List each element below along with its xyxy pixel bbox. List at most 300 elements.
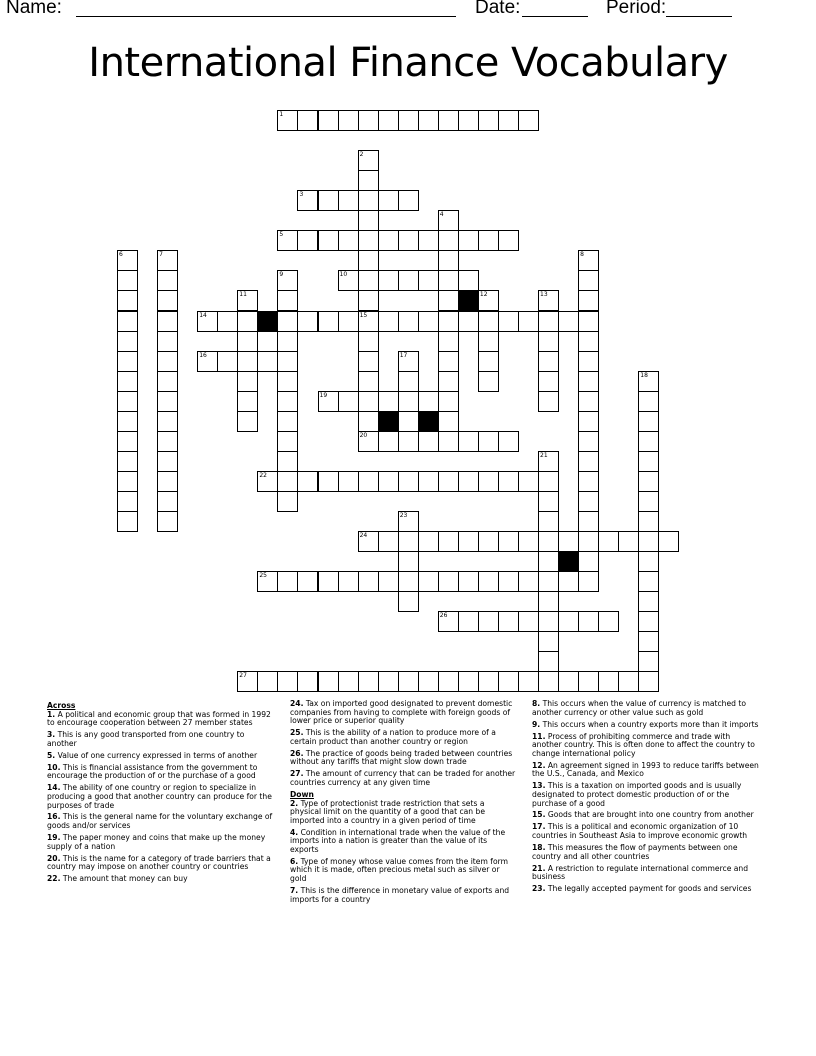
crossword-cell[interactable]	[277, 491, 298, 512]
crossword-cell[interactable]	[117, 471, 138, 492]
crossword-cell[interactable]	[297, 571, 318, 592]
crossword-cell[interactable]	[438, 230, 459, 251]
crossword-cell[interactable]	[157, 451, 178, 472]
crossword-cell[interactable]	[398, 531, 419, 552]
crossword-cell[interactable]	[277, 671, 298, 692]
crossword-cell[interactable]	[378, 270, 399, 291]
crossword-cell[interactable]	[318, 190, 339, 211]
crossword-cell[interactable]	[157, 371, 178, 392]
crossword-cell[interactable]	[297, 190, 318, 211]
crossword-cell[interactable]	[338, 471, 359, 492]
crossword-cell[interactable]	[438, 431, 459, 452]
clue-item	[532, 844, 762, 861]
crossword-cell[interactable]	[398, 391, 419, 412]
crossword-cell[interactable]	[578, 371, 599, 392]
crossword-cell[interactable]	[378, 531, 399, 552]
crossword-cell[interactable]	[518, 311, 539, 332]
crossword-cell[interactable]	[358, 431, 379, 452]
crossword-cell[interactable]	[478, 110, 499, 131]
crossword-cell[interactable]	[418, 471, 439, 492]
crossword-cell[interactable]	[458, 471, 479, 492]
crossword-cell[interactable]	[478, 331, 499, 352]
crossword-cell[interactable]	[358, 571, 379, 592]
crossword-cell[interactable]	[277, 331, 298, 352]
crossword-cell[interactable]	[378, 110, 399, 131]
crossword-cell[interactable]	[458, 671, 479, 692]
crossword-cell[interactable]	[478, 571, 499, 592]
clue-item-number: 12.	[532, 760, 546, 770]
crossword-cell[interactable]	[458, 431, 479, 452]
crossword-cell[interactable]	[578, 250, 599, 271]
crossword-cell[interactable]	[538, 331, 559, 352]
crossword-cell[interactable]	[438, 210, 459, 231]
crossword-cell[interactable]	[157, 311, 178, 332]
crossword-cell[interactable]	[358, 391, 379, 412]
crossword-cell[interactable]	[518, 471, 539, 492]
clue-item	[290, 800, 518, 826]
crossword-cell[interactable]	[418, 671, 439, 692]
crossword-cell[interactable]	[558, 571, 579, 592]
crossword-cell[interactable]	[538, 471, 559, 492]
crossword-cell[interactable]	[157, 491, 178, 512]
crossword-cell[interactable]	[398, 371, 419, 392]
clue-item-number: 26.	[290, 748, 304, 758]
crossword-cell[interactable]	[538, 611, 559, 632]
crossword-cell[interactable]	[358, 311, 379, 332]
crossword-cell[interactable]	[157, 471, 178, 492]
crossword-cell[interactable]	[578, 351, 599, 372]
crossword-cell[interactable]	[438, 531, 459, 552]
crossword-cell[interactable]	[277, 471, 298, 492]
crossword-cell[interactable]	[358, 471, 379, 492]
crossword-cell[interactable]	[538, 631, 559, 652]
crossword-cell[interactable]	[157, 411, 178, 432]
crossword-cell[interactable]	[398, 671, 419, 692]
crossword-cell[interactable]	[257, 471, 278, 492]
crossword-cell[interactable]	[297, 311, 318, 332]
crossword-cell[interactable]	[358, 190, 379, 211]
crossword-cell[interactable]	[277, 110, 298, 131]
crossword-cell[interactable]	[358, 411, 379, 432]
crossword-cell[interactable]	[498, 471, 519, 492]
crossword-cell[interactable]	[518, 531, 539, 552]
clue-item-text: Tax on imported good designated to prevent domestic companies from having to complete with foreign goods of lower price or superior quality	[290, 699, 513, 726]
crossword-cell[interactable]	[338, 230, 359, 251]
crossword-cell[interactable]	[398, 270, 419, 291]
crossword-cell[interactable]	[578, 431, 599, 452]
crossword-cell[interactable]	[237, 331, 258, 352]
crossword-cell[interactable]	[378, 671, 399, 692]
crossword-cell[interactable]	[237, 411, 258, 432]
crossword-cell[interactable]	[117, 351, 138, 372]
crossword-cell[interactable]	[558, 611, 579, 632]
crossword-cell[interactable]	[578, 311, 599, 332]
crossword-cell[interactable]	[638, 511, 659, 532]
crossword-cell[interactable]	[498, 571, 519, 592]
crossword-cell[interactable]	[398, 471, 419, 492]
crossword-cell[interactable]	[638, 491, 659, 512]
crossword-cell[interactable]	[117, 491, 138, 512]
crossword-cell[interactable]	[418, 391, 439, 412]
crossword-cell[interactable]	[358, 110, 379, 131]
clue-number: 19	[319, 391, 328, 399]
clue-item-number: 8.	[532, 699, 541, 708]
crossword-cell[interactable]	[438, 391, 459, 412]
crossword-cell[interactable]	[498, 110, 519, 131]
crossword-cell[interactable]	[418, 431, 439, 452]
crossword-cell[interactable]	[438, 371, 459, 392]
crossword-cell[interactable]	[618, 671, 639, 692]
crossword-cell[interactable]	[237, 351, 258, 372]
crossword-cell[interactable]	[277, 571, 298, 592]
crossword-cell[interactable]	[578, 270, 599, 291]
crossword-cell[interactable]	[498, 431, 519, 452]
crossword-cell[interactable]	[358, 371, 379, 392]
crossword-cell[interactable]	[338, 571, 359, 592]
crossword-cell[interactable]	[638, 451, 659, 472]
crossword-cell[interactable]	[398, 571, 419, 592]
crossword-cell[interactable]	[318, 110, 339, 131]
crossword-cell[interactable]	[398, 311, 419, 332]
crossword-cell[interactable]	[478, 471, 499, 492]
crossword-cell[interactable]	[318, 391, 339, 412]
crossword-cell[interactable]	[458, 311, 479, 332]
crossword-cell[interactable]	[237, 290, 258, 311]
clue-item-number: 19.	[47, 833, 61, 843]
crossword-cell[interactable]	[197, 351, 218, 372]
crossword-cell[interactable]	[297, 110, 318, 131]
clue-item-number: 18.	[532, 843, 546, 853]
crossword-cell[interactable]	[498, 611, 519, 632]
crossword-cell[interactable]	[458, 230, 479, 251]
clue-item	[290, 770, 518, 787]
crossword-cell[interactable]	[438, 671, 459, 692]
crossword-cell[interactable]	[157, 331, 178, 352]
crossword-cell[interactable]	[438, 611, 459, 632]
crossword-cell[interactable]	[257, 351, 278, 372]
crossword-cell[interactable]	[638, 651, 659, 672]
crossword-cell[interactable]	[638, 531, 659, 552]
crossword-cell[interactable]	[378, 230, 399, 251]
crossword-cell[interactable]	[277, 230, 298, 251]
clue-item	[290, 887, 518, 904]
crossword-cell[interactable]	[318, 571, 339, 592]
crossword-cell[interactable]	[157, 511, 178, 532]
crossword-cell[interactable]	[578, 611, 599, 632]
crossword-cell[interactable]	[237, 391, 258, 412]
crossword-cell[interactable]	[398, 551, 419, 572]
crossword-cell[interactable]	[438, 411, 459, 432]
crossword-cell[interactable]	[257, 671, 278, 692]
crossword-cell[interactable]	[197, 311, 218, 332]
crossword-cell[interactable]	[117, 511, 138, 532]
crossword-cell[interactable]	[277, 270, 298, 291]
crossword-cell[interactable]	[498, 230, 519, 251]
crossword-cell[interactable]	[338, 671, 359, 692]
crossword-cell[interactable]	[378, 571, 399, 592]
crossword-cell[interactable]	[257, 571, 278, 592]
crossword-cell[interactable]	[578, 290, 599, 311]
crossword-cell[interactable]	[378, 190, 399, 211]
clue-item	[47, 855, 275, 872]
crossword-cell[interactable]	[438, 270, 459, 291]
crossword-cell[interactable]	[398, 511, 419, 532]
clue-item-text: The practice of goods being traded between countries without any tariffs that might slow down trade	[290, 748, 513, 767]
crossword-cell[interactable]	[438, 290, 459, 311]
crossword-cell[interactable]	[398, 190, 419, 211]
crossword-cell[interactable]	[217, 351, 238, 372]
crossword-cell[interactable]	[358, 170, 379, 191]
crossword-cell[interactable]	[117, 451, 138, 472]
crossword-cell[interactable]	[318, 471, 339, 492]
crossword-cell[interactable]	[478, 290, 499, 311]
crossword-cell[interactable]	[277, 371, 298, 392]
date-field[interactable]	[522, 16, 588, 17]
crossword-cell[interactable]	[358, 230, 379, 251]
clue-item-text: This is the general name for the voluntary exchange of goods and/or services	[47, 812, 273, 831]
crossword-cell[interactable]	[638, 551, 659, 572]
crossword-cell[interactable]	[578, 451, 599, 472]
crossword-cell[interactable]	[277, 391, 298, 412]
crossword-cell[interactable]	[598, 531, 619, 552]
clue-number: 12	[479, 291, 488, 299]
clue-number: 5	[279, 231, 284, 239]
crossword-cell[interactable]	[578, 551, 599, 572]
crossword-cell[interactable]	[538, 531, 559, 552]
crossword-cell[interactable]	[318, 311, 339, 332]
crossword-cell[interactable]	[638, 471, 659, 492]
crossword-cell[interactable]	[398, 230, 419, 251]
crossword-cell[interactable]	[498, 311, 519, 332]
clue-item-number: 6.	[290, 856, 299, 866]
crossword-cell[interactable]	[538, 511, 559, 532]
crossword-cell[interactable]	[157, 391, 178, 412]
crossword-cell[interactable]	[418, 270, 439, 291]
crossword-cell[interactable]	[398, 411, 419, 432]
crossword-cell[interactable]	[518, 110, 539, 131]
crossword-cell[interactable]	[277, 411, 298, 432]
crossword-cell[interactable]	[538, 371, 559, 392]
crossword-cell[interactable]	[458, 110, 479, 131]
crossword-cell[interactable]	[478, 671, 499, 692]
crossword-cell[interactable]	[358, 290, 379, 311]
crossword-cell[interactable]	[498, 671, 519, 692]
crossword-cell[interactable]	[318, 230, 339, 251]
crossword-cell[interactable]	[117, 290, 138, 311]
clue-number: 7	[159, 251, 163, 259]
crossword-cell[interactable]	[418, 110, 439, 131]
crossword-cell[interactable]	[518, 671, 539, 692]
crossword-cell[interactable]	[578, 391, 599, 412]
crossword-cell[interactable]	[478, 531, 499, 552]
crossword-cell[interactable]	[338, 110, 359, 131]
crossword-cell[interactable]	[538, 391, 559, 412]
crossword-cell[interactable]	[638, 631, 659, 652]
clue-item-number: 14.	[47, 783, 61, 793]
crossword-cell[interactable]	[358, 531, 379, 552]
crossword-cell[interactable]	[237, 371, 258, 392]
crossword-cell[interactable]	[418, 230, 439, 251]
crossword-cell[interactable]	[578, 531, 599, 552]
crossword-cell[interactable]	[358, 671, 379, 692]
crossword-cell[interactable]	[478, 351, 499, 372]
crossword-cell[interactable]	[157, 431, 178, 452]
crossword-cell[interactable]	[237, 311, 258, 332]
crossword-cell[interactable]	[117, 371, 138, 392]
crossword-cell[interactable]	[277, 290, 298, 311]
crossword-cell[interactable]	[458, 531, 479, 552]
crossword-cell[interactable]	[578, 331, 599, 352]
crossword-cell[interactable]	[478, 230, 499, 251]
crossword-cell[interactable]	[458, 611, 479, 632]
crossword-cell[interactable]	[538, 351, 559, 372]
clue-item	[47, 764, 275, 781]
crossword-cell[interactable]	[558, 671, 579, 692]
crossword-cell[interactable]	[438, 471, 459, 492]
crossword-cell[interactable]	[358, 210, 379, 231]
crossword-cell[interactable]	[538, 311, 559, 332]
crossword-cell[interactable]	[438, 250, 459, 271]
crossword-cell[interactable]	[398, 431, 419, 452]
crossword-cell[interactable]	[658, 531, 679, 552]
crossword-cell[interactable]	[297, 671, 318, 692]
crossword-cell[interactable]	[538, 551, 559, 572]
crossword-cell[interactable]	[618, 531, 639, 552]
crossword-cell[interactable]	[117, 391, 138, 412]
crossword-cell[interactable]	[358, 250, 379, 271]
clue-item-number: 23.	[532, 884, 546, 894]
crossword-cell[interactable]	[318, 671, 339, 692]
crossword-cell[interactable]	[117, 431, 138, 452]
crossword-cell[interactable]	[338, 270, 359, 291]
clue-number: 8	[580, 251, 584, 259]
crossword-cell[interactable]	[117, 250, 138, 271]
crossword-cell[interactable]	[358, 331, 379, 352]
crossword-cell[interactable]	[217, 311, 238, 332]
crossword-cell[interactable]	[538, 491, 559, 512]
crossword-cell[interactable]	[458, 571, 479, 592]
crossword-cell[interactable]	[398, 110, 419, 131]
crossword-cell[interactable]	[378, 391, 399, 412]
crossword-cell[interactable]	[638, 671, 659, 692]
crossword-cell[interactable]	[578, 671, 599, 692]
name-field[interactable]	[76, 16, 456, 17]
clue-item-text: A political and economic group that was formed in 1992 to encourage cooperation between 27 member states	[47, 709, 271, 728]
clue-number: 26	[439, 612, 448, 620]
crossword-cell[interactable]	[578, 411, 599, 432]
crossword-cell[interactable]	[277, 311, 298, 332]
clue-item-text: Type of protectionist trade restriction that sets a physical limit on the quantity of a good that can be imported into a country in a given period of time	[290, 798, 486, 825]
clue-item	[532, 823, 762, 840]
crossword-cell[interactable]	[338, 190, 359, 211]
crossword-cell[interactable]	[418, 571, 439, 592]
period-field[interactable]	[666, 16, 732, 17]
crossword-cell[interactable]	[237, 671, 258, 692]
clue-item-text: The ability of one country or region to specialize in producing a good that another country can produce for the purposes of trade	[47, 783, 272, 810]
crossword-cell[interactable]	[358, 270, 379, 291]
crossword-black-cell	[378, 411, 399, 432]
crossword-cell[interactable]	[157, 290, 178, 311]
crossword-cell[interactable]	[478, 371, 499, 392]
crossword-cell[interactable]	[438, 351, 459, 372]
crossword-cell[interactable]	[538, 451, 559, 472]
crossword-cell[interactable]	[578, 511, 599, 532]
crossword-cell[interactable]	[157, 351, 178, 372]
crossword-cell[interactable]	[518, 611, 539, 632]
crossword-cell[interactable]	[638, 371, 659, 392]
crossword-cell[interactable]	[478, 431, 499, 452]
crossword-cell[interactable]	[157, 250, 178, 271]
crossword-cell[interactable]	[378, 431, 399, 452]
crossword-cell[interactable]	[277, 451, 298, 472]
crossword-cell[interactable]	[398, 351, 419, 372]
crossword-cell[interactable]	[297, 471, 318, 492]
crossword-cell[interactable]	[538, 591, 559, 612]
crossword-cell[interactable]	[598, 671, 619, 692]
crossword-cell[interactable]	[638, 571, 659, 592]
crossword-cell[interactable]	[578, 471, 599, 492]
clue-item	[532, 811, 762, 820]
crossword-cell[interactable]	[638, 431, 659, 452]
crossword-cell[interactable]	[157, 270, 178, 291]
crossword-cell[interactable]	[538, 671, 559, 692]
crossword-cell[interactable]	[277, 431, 298, 452]
crossword-cell[interactable]	[378, 311, 399, 332]
crossword-cell[interactable]	[277, 351, 298, 372]
crossword-cell[interactable]	[338, 311, 359, 332]
crossword-cell[interactable]	[598, 611, 619, 632]
crossword-cell[interactable]	[117, 270, 138, 291]
crossword-cell[interactable]	[538, 651, 559, 672]
crossword-cell[interactable]	[638, 391, 659, 412]
crossword-cell[interactable]	[578, 491, 599, 512]
crossword-cell[interactable]	[438, 571, 459, 592]
crossword-cell[interactable]	[478, 311, 499, 332]
crossword-cell[interactable]	[438, 331, 459, 352]
crossword-cell[interactable]	[538, 290, 559, 311]
crossword-cell[interactable]	[438, 110, 459, 131]
crossword-cell[interactable]	[458, 270, 479, 291]
crossword-cell[interactable]	[117, 411, 138, 432]
crossword-cell[interactable]	[398, 591, 419, 612]
crossword-cell[interactable]	[578, 571, 599, 592]
crossword-cell[interactable]	[358, 150, 379, 171]
clue-item	[47, 752, 275, 761]
clue-item-number: 9.	[532, 719, 541, 729]
clue-item	[532, 721, 762, 730]
crossword-cell[interactable]	[638, 591, 659, 612]
crossword-cell[interactable]	[418, 311, 439, 332]
crossword-cell[interactable]	[638, 411, 659, 432]
crossword-cell[interactable]	[498, 531, 519, 552]
crossword-cell[interactable]	[117, 311, 138, 332]
crossword-cell[interactable]	[378, 471, 399, 492]
crossword-cell[interactable]	[358, 351, 379, 372]
crossword-cell[interactable]	[558, 311, 579, 332]
crossword-cell[interactable]	[558, 531, 579, 552]
clue-number: 1	[279, 111, 284, 118]
crossword-cell[interactable]	[518, 571, 539, 592]
crossword-cell[interactable]	[117, 331, 138, 352]
crossword-cell[interactable]	[538, 571, 559, 592]
clue-item-text: The amount that money can buy	[60, 874, 188, 884]
crossword-cell[interactable]	[338, 391, 359, 412]
crossword-cell[interactable]	[638, 611, 659, 632]
crossword-cell[interactable]	[478, 611, 499, 632]
crossword-cell[interactable]	[418, 531, 439, 552]
crossword-cell[interactable]	[438, 311, 459, 332]
crossword-cell[interactable]	[297, 230, 318, 251]
